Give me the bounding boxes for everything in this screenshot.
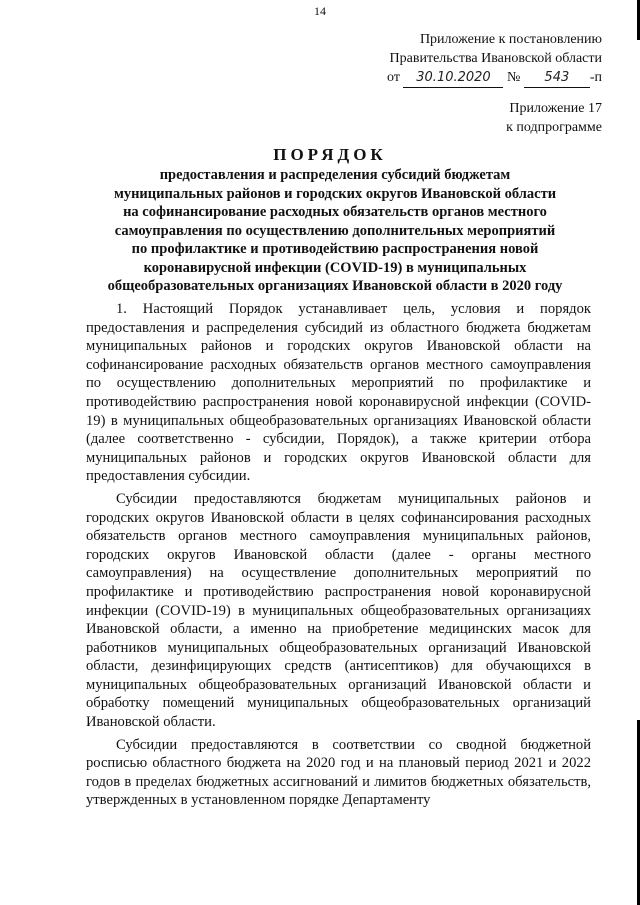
number-sign: № <box>506 70 521 85</box>
document-body <box>86 300 591 814</box>
handwritten-date: 30.10.2020 <box>403 68 503 88</box>
document-subtitle <box>70 166 600 296</box>
date-prefix: от <box>387 70 400 85</box>
handwritten-number: 543 <box>524 68 590 88</box>
annex-line-1: Приложение 17 <box>509 101 602 116</box>
subtitle-line: коронавирусной инфекции (COVID-19) в муниципальных <box>143 259 527 276</box>
approval-line-2: Правительства Ивановской области <box>389 51 602 66</box>
annex-line-2: к подпрограмме <box>506 120 602 135</box>
approval-date-line <box>332 68 602 88</box>
subtitle-line: общеобразовательных организациях Ивановской области в 2020 году <box>107 278 563 294</box>
subtitle-line: предоставления и распределения субсидий бюджетам <box>159 167 511 183</box>
number-suffix: -п <box>589 70 602 85</box>
approval-header <box>332 30 602 88</box>
subtitle-line: муниципальных районов и городских округов Ивановской области <box>113 185 557 202</box>
subtitle-line: самоуправления по осуществлению дополнительных мероприятий <box>114 222 556 239</box>
subtitle-line: по профилактике и противодействию распространения новой <box>131 241 539 257</box>
paragraph-2: Субсидии предоставляются бюджетам муниципальных районов и городских округов Ивановской области в целях софинансирования расходных обязательств органов местного самоуправления муниципальных районов, городских округов Ивановской области (далее - органы местного самоуправления) на осуществление дополнительных мероприятий по профилактике и противодействию распространения новой коронавирусной инфекции (COVID-19) в муниципальных общеобразовательных организациях Ивановской области, а именно на приобретение медицинских масок для работников муниципальных общеобразовательных организаций Ивановской области, дезинфицирующих средств (антисептиков) для обучающихся в муниципальных общеобразовательных организаций Ивановской области и обработку помещений муниципальных общеобразовательных организаций Ивановской области. <box>86 490 591 731</box>
page-number: 14 <box>314 4 326 18</box>
approval-line-1: Приложение к постановлению <box>419 32 602 47</box>
paragraph-3: Субсидии предоставляются в соответствии со сводной бюджетной росписью областного бюджета на 2020 год и на плановый период 2021 и 2022 годов в пределах бюджетных ассигнований и лимитов бюджетных обязательств, утвержденных в установленном порядке Департаменту <box>86 736 591 809</box>
annex-header <box>472 99 602 137</box>
paragraph-1: 1. Настоящий Порядок устанавливает цель, условия и порядок предоставления и распределения субсидий из областного бюджета бюджетам муниципальных районов и городских округов Ивановской области на софинансирование расходных обязательств органов местного самоуправления по осуществлению дополнительных мероприятий по профилактике и противодействию распространения новой коронавирусной инфекции (COVID-19) в муниципальных общеобразовательных организациях Ивановской области (далее соответственно - субсидии, Порядок), а также критерии отбора муниципальных районов и городских округов Ивановской области для предоставления субсидии. <box>86 301 591 485</box>
subtitle-line: на софинансирование расходных обязательств органов местного <box>123 204 547 220</box>
document-title: ПОРЯДОК <box>273 145 387 164</box>
